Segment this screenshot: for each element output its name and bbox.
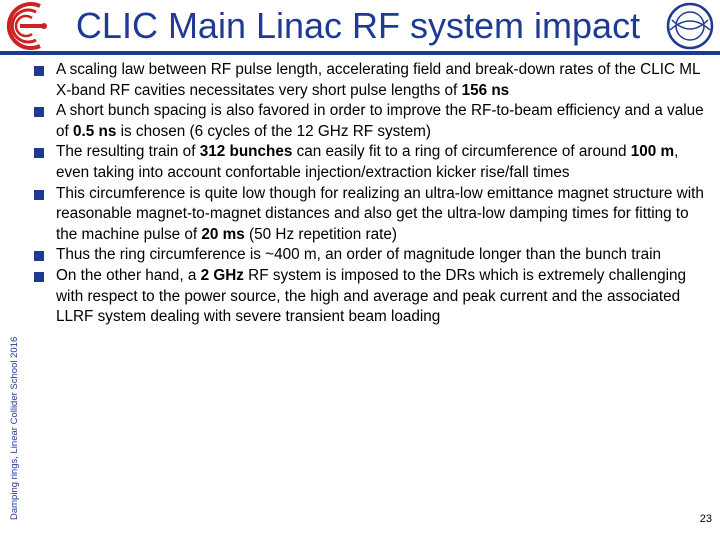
bullet-list	[34, 60, 708, 328]
bullet-item	[34, 245, 708, 266]
bullet-text: is chosen (6 cycles of the 12 GHz RF system)	[116, 122, 431, 140]
bullet-square-icon	[34, 107, 44, 117]
cern-logo-icon	[664, 0, 716, 52]
bullet-text: RF system is imposed to the DRs which is extremely challenging with respect to the power source, the high and average and peak current and the associated LLRF system dealing with severe transient beam loading	[56, 266, 687, 326]
bullet-emphasis: 100 m	[630, 143, 675, 161]
bullet-text: On the other hand, a	[56, 266, 201, 284]
bullet-text: can easily fit to a ring of circumference of around	[292, 143, 631, 161]
bullet-item	[34, 184, 708, 246]
bullet-text: A scaling law between RF pulse length, accelerating field and break-down rates of the CLIC ML X-band RF cavities necessitates very short pulse lengths of	[56, 61, 700, 99]
bullet-emphasis: 156 ns	[461, 81, 510, 99]
bullet-square-icon	[34, 272, 44, 282]
bullet-text: (50 Hz repetition rate)	[244, 225, 397, 243]
bullet-square-icon	[34, 66, 44, 76]
slide-title: CLIC Main Linac RF system impact	[75, 5, 641, 46]
bullet-emphasis: 2 GHz	[200, 266, 244, 284]
bullet-text: A short bunch spacing is also favored in order to improve the RF-to-beam efficiency and a value of	[56, 102, 704, 140]
bullet-text: , even taking into account confortable injection/extraction kicker rise/fall times	[56, 143, 679, 181]
bullet-item	[34, 101, 708, 142]
bullet-square-icon	[34, 148, 44, 158]
side-footer-label: Damping rings, Linear Collider School 2016	[9, 336, 20, 520]
bullet-emphasis: 312 bunches	[199, 143, 293, 161]
bullet-square-icon	[34, 251, 44, 261]
page-number: 23	[699, 513, 712, 525]
bullet-item	[34, 266, 708, 328]
bullet-item	[34, 142, 708, 183]
bullet-item	[34, 60, 708, 101]
bullet-text: Thus the ring circumference is ~400 m, an order of magnitude longer than the bunch train	[56, 246, 661, 264]
slide-header	[0, 0, 720, 52]
header-divider	[0, 51, 720, 55]
bullet-emphasis: 0.5 ns	[73, 122, 117, 140]
clic-logo-icon	[0, 0, 52, 52]
bullet-text: This circumference is quite low though for realizing an ultra-low emittance magnet structure with reasonable magnet-to-magnet distances and also get the ultra-low damping times for fitting to the machine pulse of	[56, 184, 704, 243]
bullet-text: The resulting train of	[56, 143, 200, 161]
bullet-square-icon	[34, 190, 44, 200]
bullet-emphasis: 20 ms	[201, 225, 245, 243]
